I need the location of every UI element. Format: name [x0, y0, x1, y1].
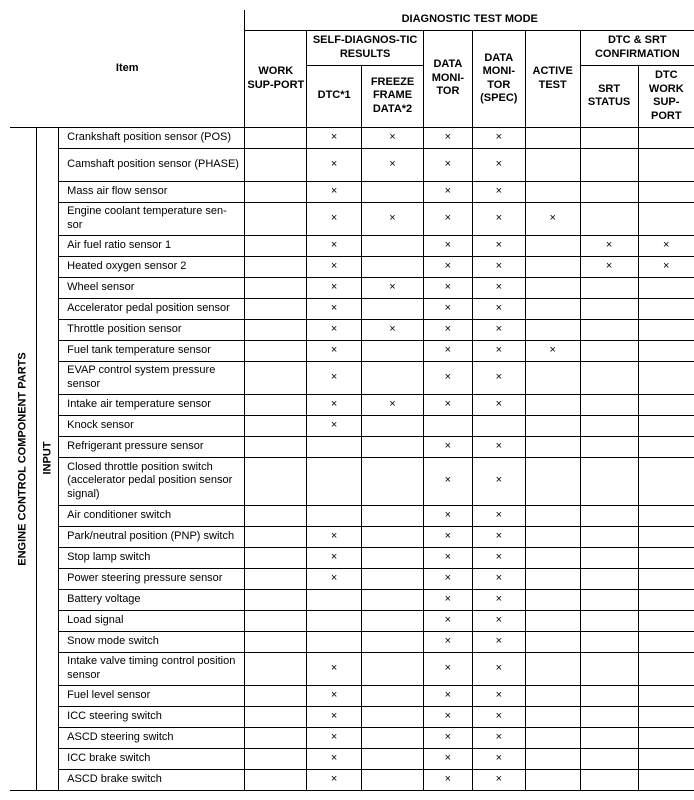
mode-cell — [307, 436, 362, 457]
mode-cell: × — [307, 526, 362, 547]
mode-cell — [580, 769, 638, 790]
mode-cell — [245, 685, 307, 706]
mode-cell: × — [307, 340, 362, 361]
srt-status-header: SRT STATUS — [580, 65, 638, 127]
mode-cell — [525, 127, 580, 148]
mode-cell — [245, 505, 307, 526]
mode-cell: × — [362, 277, 424, 298]
mode-cell — [580, 748, 638, 769]
item-name: Load signal — [59, 610, 245, 631]
mode-cell: × — [472, 457, 525, 505]
mode-cell — [245, 394, 307, 415]
item-name: Battery voltage — [59, 589, 245, 610]
mode-cell: × — [362, 148, 424, 181]
mode-cell: × — [472, 631, 525, 652]
mode-cell: × — [472, 298, 525, 319]
mode-cell: × — [472, 148, 525, 181]
mode-cell — [307, 457, 362, 505]
table-row — [10, 526, 694, 547]
mode-cell — [580, 340, 638, 361]
item-name: ICC brake switch — [59, 748, 245, 769]
mode-cell: × — [472, 361, 525, 394]
mode-cell: × — [472, 436, 525, 457]
mode-cell: × — [472, 277, 525, 298]
mode-cell — [638, 340, 694, 361]
mode-cell: × — [580, 256, 638, 277]
mode-cell: × — [423, 436, 472, 457]
table-row — [10, 235, 694, 256]
mode-cell — [245, 652, 307, 685]
mode-cell: × — [423, 568, 472, 589]
mode-cell — [525, 277, 580, 298]
mode-cell — [362, 181, 424, 202]
table-row — [10, 727, 694, 748]
mode-cell: × — [423, 652, 472, 685]
mode-cell: × — [472, 202, 525, 235]
mode-cell: × — [423, 727, 472, 748]
mode-cell: × — [472, 589, 525, 610]
mode-cell — [362, 436, 424, 457]
mode-cell: × — [307, 148, 362, 181]
mode-cell: × — [472, 568, 525, 589]
table-row — [10, 127, 694, 148]
mode-cell — [638, 547, 694, 568]
mode-cell — [638, 415, 694, 436]
mode-cell: × — [423, 706, 472, 727]
mode-cell — [525, 568, 580, 589]
mode-cell: × — [472, 235, 525, 256]
dtc-work-support-header: DTC WORK SUP-PORT — [638, 65, 694, 127]
table-row — [10, 256, 694, 277]
mode-cell — [525, 769, 580, 790]
mode-cell: × — [423, 181, 472, 202]
mode-cell: × — [307, 277, 362, 298]
mode-cell — [525, 298, 580, 319]
active-test-header: ACTIVE TEST — [525, 30, 580, 127]
mode-cell — [525, 526, 580, 547]
mode-cell — [245, 148, 307, 181]
item-name: Air fuel ratio sensor 1 — [59, 235, 245, 256]
mode-cell — [525, 505, 580, 526]
mode-cell — [580, 319, 638, 340]
mode-cell — [638, 436, 694, 457]
mode-cell — [580, 202, 638, 235]
mode-cell: × — [423, 277, 472, 298]
mode-cell — [472, 415, 525, 436]
mode-cell — [362, 727, 424, 748]
table-row — [10, 298, 694, 319]
mode-cell — [580, 652, 638, 685]
item-name: Power steering pressure sensor — [59, 568, 245, 589]
mode-cell — [307, 610, 362, 631]
item-name: Throttle position sensor — [59, 319, 245, 340]
mode-cell: × — [423, 631, 472, 652]
item-name: ASCD steering switch — [59, 727, 245, 748]
mode-cell: × — [307, 298, 362, 319]
mode-cell: × — [472, 340, 525, 361]
mode-cell — [245, 610, 307, 631]
engine-control-component-parts-label: ENGINE CONTROL COMPONENT PARTS — [16, 351, 29, 566]
item-name: Intake air temperature sensor — [59, 394, 245, 415]
mode-cell — [362, 256, 424, 277]
mode-cell: × — [307, 547, 362, 568]
mode-cell — [525, 748, 580, 769]
mode-cell: × — [423, 202, 472, 235]
mode-cell — [525, 394, 580, 415]
freeze-frame-header: FREEZE FRAME DATA*2 — [362, 65, 424, 127]
mode-cell — [638, 652, 694, 685]
mode-cell — [525, 706, 580, 727]
mode-cell: × — [423, 505, 472, 526]
mode-cell — [525, 610, 580, 631]
mode-cell — [245, 256, 307, 277]
diagnostic-mode-table — [10, 10, 694, 791]
mode-cell — [525, 436, 580, 457]
mode-cell — [245, 631, 307, 652]
mode-cell — [245, 319, 307, 340]
mode-cell: × — [423, 361, 472, 394]
group-label-cell — [10, 127, 37, 790]
mode-cell — [580, 727, 638, 748]
mode-cell — [245, 235, 307, 256]
mode-cell — [362, 415, 424, 436]
item-name: Fuel level sensor — [59, 685, 245, 706]
mode-cell — [525, 685, 580, 706]
mode-cell — [580, 610, 638, 631]
mode-cell: × — [362, 202, 424, 235]
mode-cell — [245, 748, 307, 769]
mode-cell: × — [362, 319, 424, 340]
mode-cell: × — [472, 526, 525, 547]
item-name: Crankshaft position sensor (POS) — [59, 127, 245, 148]
table-row — [10, 340, 694, 361]
table-row — [10, 589, 694, 610]
table-row — [10, 202, 694, 235]
mode-cell: × — [472, 319, 525, 340]
item-header: Item — [10, 10, 245, 127]
mode-cell: × — [423, 256, 472, 277]
item-name: ICC steering switch — [59, 706, 245, 727]
mode-cell — [580, 415, 638, 436]
mode-cell — [245, 568, 307, 589]
mode-cell — [638, 127, 694, 148]
mode-cell — [362, 685, 424, 706]
mode-cell: × — [423, 547, 472, 568]
mode-cell: × — [362, 127, 424, 148]
mode-cell: × — [472, 256, 525, 277]
mode-cell — [580, 394, 638, 415]
mode-cell — [245, 706, 307, 727]
mode-cell: × — [472, 394, 525, 415]
mode-cell: × — [307, 235, 362, 256]
mode-cell — [580, 526, 638, 547]
mode-cell: × — [423, 235, 472, 256]
mode-cell: × — [423, 340, 472, 361]
mode-cell — [245, 361, 307, 394]
mode-cell: × — [307, 652, 362, 685]
mode-cell — [245, 457, 307, 505]
table-row — [10, 769, 694, 790]
mode-cell — [362, 457, 424, 505]
mode-cell — [580, 298, 638, 319]
item-name: Heated oxygen sensor 2 — [59, 256, 245, 277]
data-monitor-spec-header: DATA MONI-TOR (SPEC) — [472, 30, 525, 127]
mode-cell: × — [423, 589, 472, 610]
mode-cell — [525, 256, 580, 277]
work-support-header: WORK SUP-PORT — [245, 30, 307, 127]
mode-cell — [362, 769, 424, 790]
mode-cell — [362, 505, 424, 526]
mode-cell — [525, 727, 580, 748]
item-name: Park/neutral position (PNP) switch — [59, 526, 245, 547]
table-row — [10, 277, 694, 298]
mode-cell — [362, 610, 424, 631]
mode-cell: × — [580, 235, 638, 256]
mode-cell — [245, 727, 307, 748]
mode-cell: × — [307, 685, 362, 706]
mode-cell: × — [423, 319, 472, 340]
table-row — [10, 706, 694, 727]
self-diagnostic-results-header: SELF-DIAGNOS-TIC RESULTS — [307, 30, 424, 65]
mode-cell — [245, 202, 307, 235]
item-name: Engine coolant temperature sen-sor — [59, 202, 245, 235]
table-row — [10, 505, 694, 526]
mode-cell — [245, 769, 307, 790]
mode-cell: × — [472, 769, 525, 790]
mode-cell — [245, 526, 307, 547]
subgroup-label-cell — [37, 127, 59, 790]
table-row — [10, 652, 694, 685]
mode-cell — [638, 610, 694, 631]
mode-cell — [245, 589, 307, 610]
mode-cell — [307, 589, 362, 610]
mode-cell — [580, 547, 638, 568]
table-row — [10, 148, 694, 181]
mode-cell — [638, 568, 694, 589]
data-monitor-header: DATA MONI-TOR — [423, 30, 472, 127]
item-name: Closed throttle position switch (accelerator pedal position sensor signal) — [59, 457, 245, 505]
mode-cell: × — [307, 361, 362, 394]
mode-cell: × — [307, 202, 362, 235]
item-name: Intake valve timing control position sensor — [59, 652, 245, 685]
table-row — [10, 610, 694, 631]
mode-cell — [580, 457, 638, 505]
table-row — [10, 631, 694, 652]
mode-cell — [245, 127, 307, 148]
mode-cell — [638, 727, 694, 748]
item-name: Stop lamp switch — [59, 547, 245, 568]
input-label: INPUT — [40, 441, 53, 474]
mode-cell: × — [472, 181, 525, 202]
mode-cell — [580, 568, 638, 589]
item-name: ASCD brake switch — [59, 769, 245, 790]
item-name: Air conditioner switch — [59, 505, 245, 526]
mode-cell — [362, 652, 424, 685]
mode-cell — [638, 319, 694, 340]
item-name: Knock sensor — [59, 415, 245, 436]
mode-cell — [580, 361, 638, 394]
item-name: Accelerator pedal position sensor — [59, 298, 245, 319]
mode-cell — [525, 148, 580, 181]
mode-cell — [638, 505, 694, 526]
mode-cell — [580, 589, 638, 610]
mode-cell: × — [423, 526, 472, 547]
mode-cell — [638, 181, 694, 202]
mode-cell: × — [307, 256, 362, 277]
mode-cell: × — [638, 235, 694, 256]
table-row — [10, 547, 694, 568]
mode-cell — [580, 706, 638, 727]
mode-cell: × — [638, 256, 694, 277]
mode-cell — [307, 505, 362, 526]
mode-cell: × — [423, 394, 472, 415]
item-name: Fuel tank temperature sensor — [59, 340, 245, 361]
mode-cell — [362, 547, 424, 568]
mode-cell — [580, 436, 638, 457]
mode-cell — [580, 685, 638, 706]
table-row — [10, 319, 694, 340]
mode-cell: × — [423, 457, 472, 505]
mode-cell: × — [423, 298, 472, 319]
mode-cell — [362, 235, 424, 256]
diagnostic-test-mode-header: DIAGNOSTIC TEST MODE — [245, 10, 694, 30]
mode-cell — [362, 526, 424, 547]
item-name: Mass air flow sensor — [59, 181, 245, 202]
mode-cell — [362, 340, 424, 361]
mode-cell — [638, 589, 694, 610]
mode-cell: × — [472, 505, 525, 526]
mode-cell: × — [307, 568, 362, 589]
mode-cell: × — [472, 547, 525, 568]
mode-cell — [580, 505, 638, 526]
item-name: EVAP control system pressure sensor — [59, 361, 245, 394]
mode-cell — [638, 631, 694, 652]
mode-cell — [525, 235, 580, 256]
mode-cell: × — [307, 706, 362, 727]
mode-cell — [580, 181, 638, 202]
mode-cell — [362, 631, 424, 652]
mode-cell: × — [307, 319, 362, 340]
mode-cell: × — [472, 706, 525, 727]
mode-cell: × — [423, 127, 472, 148]
table-row — [10, 436, 694, 457]
mode-cell — [638, 361, 694, 394]
mode-cell — [638, 457, 694, 505]
mode-cell: × — [307, 394, 362, 415]
mode-cell — [638, 526, 694, 547]
mode-cell: × — [472, 652, 525, 685]
mode-cell: × — [307, 727, 362, 748]
mode-cell: × — [472, 748, 525, 769]
mode-cell — [638, 706, 694, 727]
mode-cell — [580, 277, 638, 298]
mode-cell — [525, 181, 580, 202]
mode-cell — [580, 127, 638, 148]
mode-cell — [525, 415, 580, 436]
table-row — [10, 748, 694, 769]
item-name: Camshaft position sensor (PHASE) — [59, 148, 245, 181]
mode-cell — [307, 631, 362, 652]
mode-cell: × — [423, 685, 472, 706]
mode-cell — [245, 415, 307, 436]
mode-cell — [525, 547, 580, 568]
dtc-srt-confirmation-header: DTC & SRT CONFIRMATION — [580, 30, 694, 65]
table-row — [10, 415, 694, 436]
mode-cell — [245, 181, 307, 202]
mode-cell — [525, 457, 580, 505]
mode-cell: × — [472, 610, 525, 631]
mode-cell: × — [472, 127, 525, 148]
mode-cell: × — [423, 148, 472, 181]
mode-cell — [362, 298, 424, 319]
table-row — [10, 361, 694, 394]
mode-cell — [423, 415, 472, 436]
mode-cell — [525, 652, 580, 685]
mode-cell: × — [525, 202, 580, 235]
mode-cell: × — [472, 685, 525, 706]
mode-cell: × — [307, 769, 362, 790]
mode-cell: × — [362, 394, 424, 415]
mode-cell — [362, 589, 424, 610]
mode-cell: × — [307, 127, 362, 148]
mode-cell — [362, 568, 424, 589]
item-name: Wheel sensor — [59, 277, 245, 298]
mode-cell — [245, 277, 307, 298]
mode-cell: × — [525, 340, 580, 361]
mode-cell — [525, 631, 580, 652]
mode-cell — [580, 148, 638, 181]
mode-cell — [245, 298, 307, 319]
mode-cell — [245, 547, 307, 568]
mode-cell — [638, 748, 694, 769]
item-name: Snow mode switch — [59, 631, 245, 652]
mode-cell: × — [307, 415, 362, 436]
mode-cell — [580, 631, 638, 652]
mode-cell: × — [307, 181, 362, 202]
mode-cell — [638, 298, 694, 319]
mode-cell — [362, 748, 424, 769]
table-row — [10, 568, 694, 589]
mode-cell — [638, 148, 694, 181]
mode-cell — [638, 277, 694, 298]
mode-cell — [638, 202, 694, 235]
mode-cell — [362, 706, 424, 727]
table-row — [10, 394, 694, 415]
mode-cell: × — [472, 727, 525, 748]
table-row — [10, 181, 694, 202]
mode-cell — [525, 589, 580, 610]
table-row — [10, 685, 694, 706]
mode-cell — [525, 361, 580, 394]
mode-cell — [245, 436, 307, 457]
mode-cell — [362, 361, 424, 394]
mode-cell: × — [423, 769, 472, 790]
mode-cell — [638, 394, 694, 415]
mode-cell — [245, 340, 307, 361]
mode-cell: × — [307, 748, 362, 769]
mode-cell — [638, 685, 694, 706]
mode-cell — [525, 319, 580, 340]
mode-cell: × — [423, 748, 472, 769]
table-row — [10, 457, 694, 505]
mode-cell — [638, 769, 694, 790]
dtc-header: DTC*1 — [307, 65, 362, 127]
mode-cell: × — [423, 610, 472, 631]
item-name: Refrigerant pressure sensor — [59, 436, 245, 457]
